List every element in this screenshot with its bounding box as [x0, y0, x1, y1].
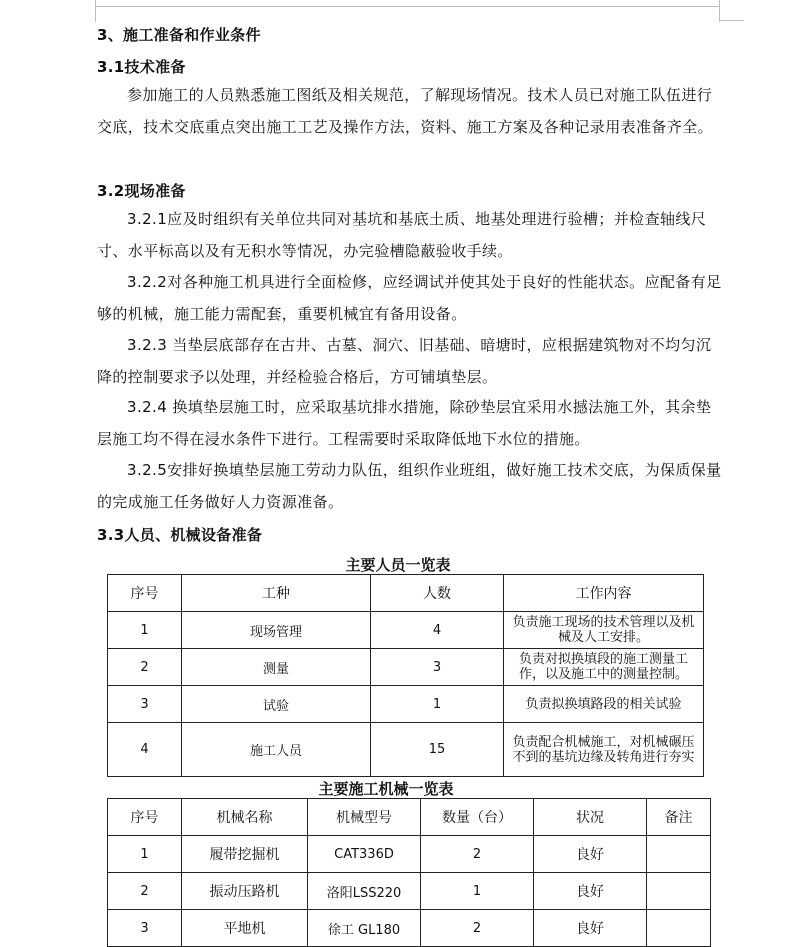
section-3-2-2-paragraph: 3.2.2对各种施工机具进行全面检修，应经调试并使其处于良好的性能状态。应配备有足够的机械，施工能力需配套，重要机械宜有备用设备。	[97, 273, 722, 323]
table-cell: 良好	[534, 836, 647, 873]
table-cell: 良好	[534, 910, 647, 947]
table-header-row	[108, 575, 704, 612]
section-3-1-paragraph: 参加施工的人员熟悉施工图纸及相关规范，了解现场情况。技术人员已对施工队伍进行交底，技术交底重点突出施工工艺及操作方法，资料、施工方案及各种记录用表准备齐全。	[97, 86, 714, 136]
table-cell: 平地机	[182, 910, 308, 947]
header-cell: 数量（台）	[421, 799, 534, 836]
header-cell: 机械名称	[182, 799, 308, 836]
page-corner-mark	[719, 20, 744, 21]
machinery-table	[107, 798, 711, 947]
table-cell: 4	[108, 723, 182, 777]
table-cell: 1	[108, 612, 182, 649]
table-cell: 2	[108, 649, 182, 686]
section-3-2-1-paragraph: 3.2.1应及时组织有关单位共同对基坑和基底土质、地基处理进行验槽；并检查轴线尺寸、水平标高以及有无积水等情况，办完验槽隐蔽验收手续。	[97, 210, 707, 260]
table-header-row	[108, 799, 711, 836]
table-cell: 3	[108, 686, 182, 723]
page-top-margin-line	[95, 6, 720, 7]
table-cell: 1	[371, 686, 504, 723]
table-cell: 洛阳LSS220	[308, 873, 421, 910]
table-cell: 良好	[534, 873, 647, 910]
table-cell: 3	[371, 649, 504, 686]
table-cell: CAT336D	[308, 836, 421, 873]
table-row	[108, 836, 711, 873]
section-3-2-3-paragraph: 3.2.3 当垫层底部存在古井、古墓、洞穴、旧基础、暗塘时，应根据建筑物对不均匀沉降的控制要求予以处理，并经检验合格后，方可铺填垫层。	[97, 336, 712, 386]
table-cell: 2	[108, 873, 182, 910]
table-cell: 负责对拟换填段的施工测量工作，以及施工中的测量控制。	[504, 649, 704, 686]
section-3-2-5-paragraph: 3.2.5安排好换填垫层施工劳动力队伍，组织作业班组，做好施工技术交底，为保质保量的完成施工任务做好人力资源准备。	[97, 461, 722, 511]
table-cell: 负责拟换填路段的相关试验	[504, 686, 704, 723]
table-cell: 现场管理	[182, 612, 371, 649]
table-cell: 4	[371, 612, 504, 649]
section-3-2-heading: 3.2现场准备	[97, 182, 186, 200]
section-3-2-4-paragraph: 3.2.4 换填垫层施工时，应采取基坑排水措施，除砂垫层宜采用水撼法施工外，其余垫层施工均不得在浸水条件下进行。工程需要时采取降低地下水位的措施。	[97, 398, 712, 448]
table-cell: 1	[421, 873, 534, 910]
header-cell: 备注	[647, 799, 711, 836]
table-row	[108, 686, 704, 723]
table-cell: 负责施工现场的技术管理以及机械及人工安排。	[504, 612, 704, 649]
table-cell: 试验	[182, 686, 371, 723]
table-cell: 15	[371, 723, 504, 777]
machinery-table-caption: 主要施工机械一览表	[318, 780, 454, 798]
table-cell: 徐工 GL180	[308, 910, 421, 947]
personnel-table-caption: 主要人员一览表	[345, 556, 451, 574]
table-cell: 振动压路机	[182, 873, 308, 910]
table-cell	[647, 836, 711, 873]
section-3-heading: 3、施工准备和作业条件	[97, 26, 261, 44]
table-cell: 履带挖掘机	[182, 836, 308, 873]
page-right-margin-mark	[719, 0, 720, 22]
header-cell: 状况	[534, 799, 647, 836]
section-3-1-heading: 3.1技术准备	[97, 58, 186, 76]
table-cell: 1	[108, 836, 182, 873]
table-row	[108, 649, 704, 686]
table-cell	[647, 910, 711, 947]
table-row	[108, 873, 711, 910]
header-cell: 工作内容	[504, 575, 704, 612]
table-cell: 测量	[182, 649, 371, 686]
table-cell: 施工人员	[182, 723, 371, 777]
header-cell: 工种	[182, 575, 371, 612]
personnel-table	[107, 574, 704, 777]
table-row	[108, 612, 704, 649]
table-cell	[647, 873, 711, 910]
table-row	[108, 723, 704, 777]
header-cell: 序号	[108, 575, 182, 612]
table-cell: 3	[108, 910, 182, 947]
header-cell: 序号	[108, 799, 182, 836]
section-3-3-heading: 3.3人员、机械设备准备	[97, 526, 263, 544]
header-cell: 人数	[371, 575, 504, 612]
header-cell: 机械型号	[308, 799, 421, 836]
table-cell: 负责配合机械施工，对机械碾压不到的基坑边缘及转角进行夯实	[504, 723, 704, 777]
page-left-margin-mark	[95, 0, 96, 22]
table-cell: 2	[421, 910, 534, 947]
table-cell: 2	[421, 836, 534, 873]
table-row	[108, 910, 711, 947]
